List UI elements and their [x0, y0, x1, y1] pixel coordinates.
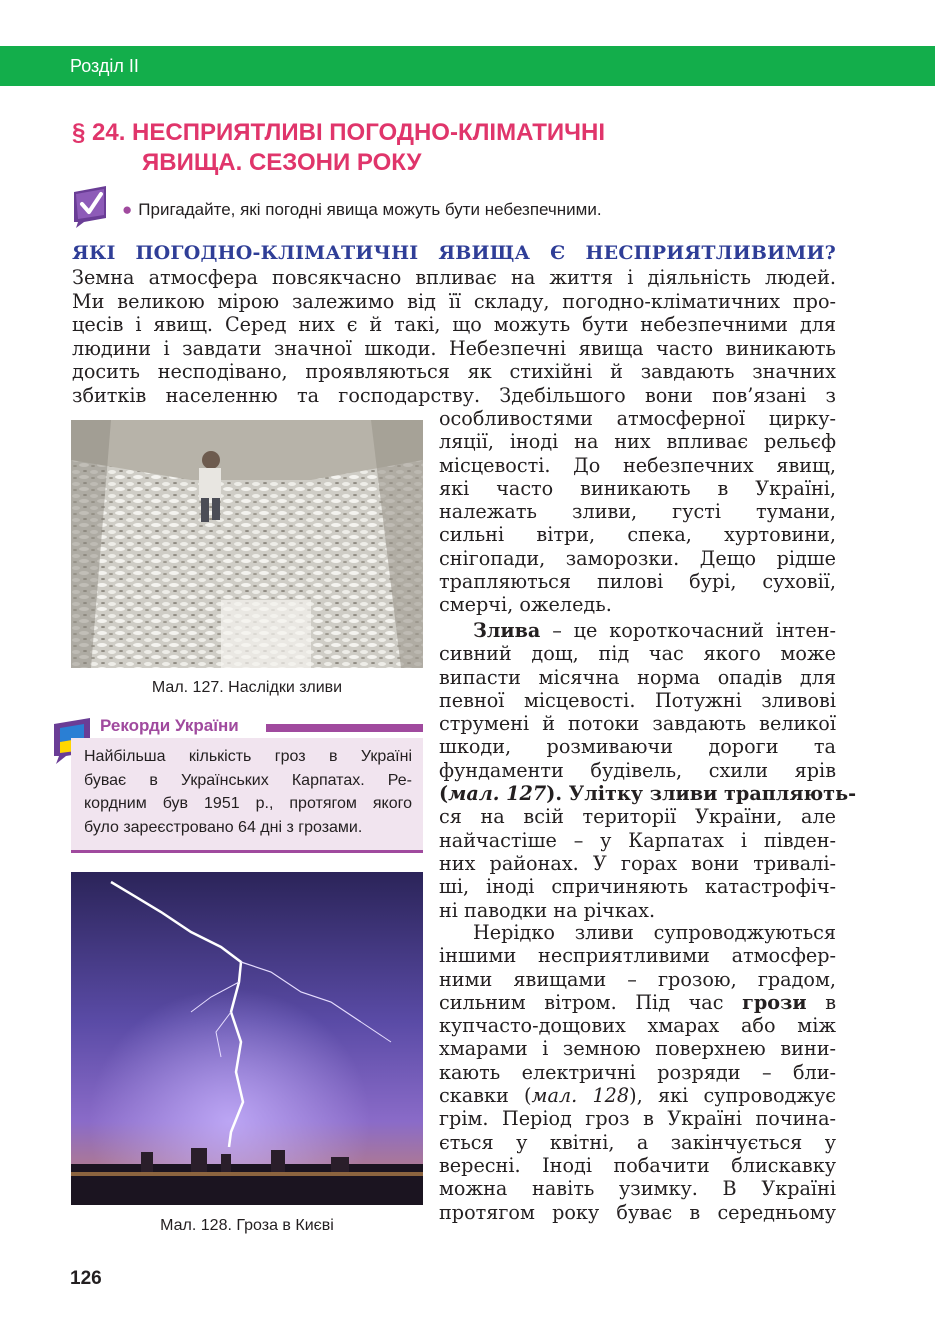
section-band [0, 46, 935, 86]
records-heading-bar [266, 724, 423, 732]
text-line: ється у квітні, а закінчується у [439, 1130, 836, 1154]
text-line: кордним був 1951 р., протягом якого [84, 795, 412, 812]
text-line: Ми великою мірою залежимо від її складу, погодно-кліматичних про- [72, 289, 836, 313]
text-line: струмені й потоки завдають великої [439, 712, 836, 736]
column-paragraph-3 [439, 921, 836, 1224]
text-line: сивний дощ, під час якого може [439, 642, 836, 666]
text-line: протягом року буває в середньому [439, 1200, 836, 1224]
term-hrozy: грози [742, 990, 807, 1014]
text-line: які часто виникають в Україні, [439, 476, 836, 500]
text-span: сильним вітром. Під час [439, 990, 743, 1014]
figure-128-caption: Мал. 128. Гроза в Києві [160, 1217, 334, 1234]
column-paragraph-1 [439, 407, 836, 617]
subheading: ЯКІ ПОГОДНО-КЛІМАТИЧНІ ЯВИЩА Є НЕСПРИЯТЛИВИМИ? [72, 242, 836, 264]
text-line: купчасто-дощових хмарах або між [439, 1014, 836, 1038]
text-line: випасти місячна норма опадів для [439, 665, 836, 689]
figure-ref-127: мал. 127 [448, 782, 547, 806]
text-line: сильні вітри, спека, хуртовини, [439, 523, 836, 547]
text-line: було зареєстровано 64 дні з грозами. [84, 818, 363, 836]
title-line-2: ЯВИЩА. СЕЗОНИ РОКУ [142, 149, 422, 176]
text-line: іншими несприятливими атмосфер- [439, 944, 836, 968]
text-line: трапляються пилові бурі, суховії, [439, 570, 836, 594]
text-line: Нерідко зливи супроводжуються [473, 921, 836, 944]
text-span: ). Улітку зливи трапляють- [546, 782, 857, 806]
term-zlyva: Злива [473, 619, 541, 642]
page-number: 126 [70, 1268, 102, 1289]
text-line: особливостями атмосферної цирку- [439, 407, 836, 430]
text-line: вересні. Іноді побачити блискавку [439, 1153, 836, 1177]
text-line: можна навіть узимку. В Україні [439, 1177, 836, 1201]
text-span: в [806, 990, 836, 1014]
figure-127-caption: Мал. 127. Наслідки зливи [151, 679, 343, 696]
recall-text: Пригадайте, які погодні явища можуть бути небезпечними. [138, 200, 602, 219]
text-line: шкоди, розмиваючи дороги та [439, 735, 836, 759]
section-label: Розділ II [70, 56, 139, 76]
flood-photo [71, 420, 423, 668]
text-line: буває в Українських Карпатах. Ре- [84, 771, 412, 789]
text-line [439, 991, 836, 1014]
paragraph-title [72, 118, 605, 178]
checkmark-chat-icon [70, 184, 110, 228]
text-line: ся на всій території України, але [439, 805, 836, 829]
text-line [439, 782, 857, 806]
text-span: ), які супроводжує [629, 1084, 836, 1108]
text-line: цесів і явищ. Серед них є й такі, що можуть бути небезпечними для [72, 313, 836, 336]
text-span: скавки ( [439, 1084, 532, 1108]
records-heading: Рекорди України [100, 716, 239, 735]
recall-prompt [122, 200, 602, 220]
text-line: смерчі, ожеледь. [439, 593, 612, 617]
text-line: досить несподівано, проявляються як стихійні й завдають значних [72, 360, 836, 383]
text-line: певної місцевості. Потужні зливові [439, 688, 836, 712]
records-text [84, 745, 412, 839]
lightning-photo [71, 872, 423, 1205]
column-paragraph-2 [439, 619, 857, 922]
intro-paragraph [72, 266, 836, 407]
bullet: ● [122, 200, 133, 219]
title-line-1: § 24. НЕСПРИЯТЛИВІ ПОГОДНО-КЛІМАТИЧНІ [72, 119, 606, 146]
text-line: грім. Період гроз в Україні почина- [439, 1107, 836, 1131]
text-line: ші, іноді спричиняють катастрофіч- [439, 875, 836, 899]
text-line [439, 1084, 836, 1107]
text-line [439, 619, 836, 642]
text-line: людини і завдати значної шкоди. Небезпечні явища часто виникають [72, 336, 836, 360]
text-line: найчастіше – у Карпатах і півден- [439, 828, 836, 852]
text-line: фундаменти будівель, схили ярів [439, 758, 836, 782]
paren: ( [439, 782, 449, 806]
text-line: місцевості. До небезпечних явищ, [439, 453, 836, 477]
text-line: збитків населенню та господарству. Здебільшого вони пов’язані з [72, 383, 836, 407]
text-line: ляції, іноді на них впливає рельєф [439, 430, 836, 454]
text-line: Найбільша кількість гроз в Україні [84, 748, 412, 765]
text-line: кають електричні розряди – бли- [439, 1060, 836, 1084]
text-line: Земна атмосфера повсякчасно впливає на життя і діяльність людей. [72, 266, 836, 289]
text-line: ні паводки на річках. [439, 898, 656, 922]
text-line: хмарами і земною поверхнею вини- [439, 1037, 836, 1061]
text-line: снігопади, заморозки. Дещо рідше [439, 546, 836, 570]
text-span: – це короткочасний інтен- [540, 619, 836, 642]
figure-ref-128: мал. 128 [531, 1084, 630, 1108]
text-line: належать зливи, густі тумани, [439, 500, 836, 524]
text-line: них районах. У горах вони тривалі- [439, 851, 836, 875]
text-line: ними явищами – грозою, градом, [439, 967, 836, 991]
